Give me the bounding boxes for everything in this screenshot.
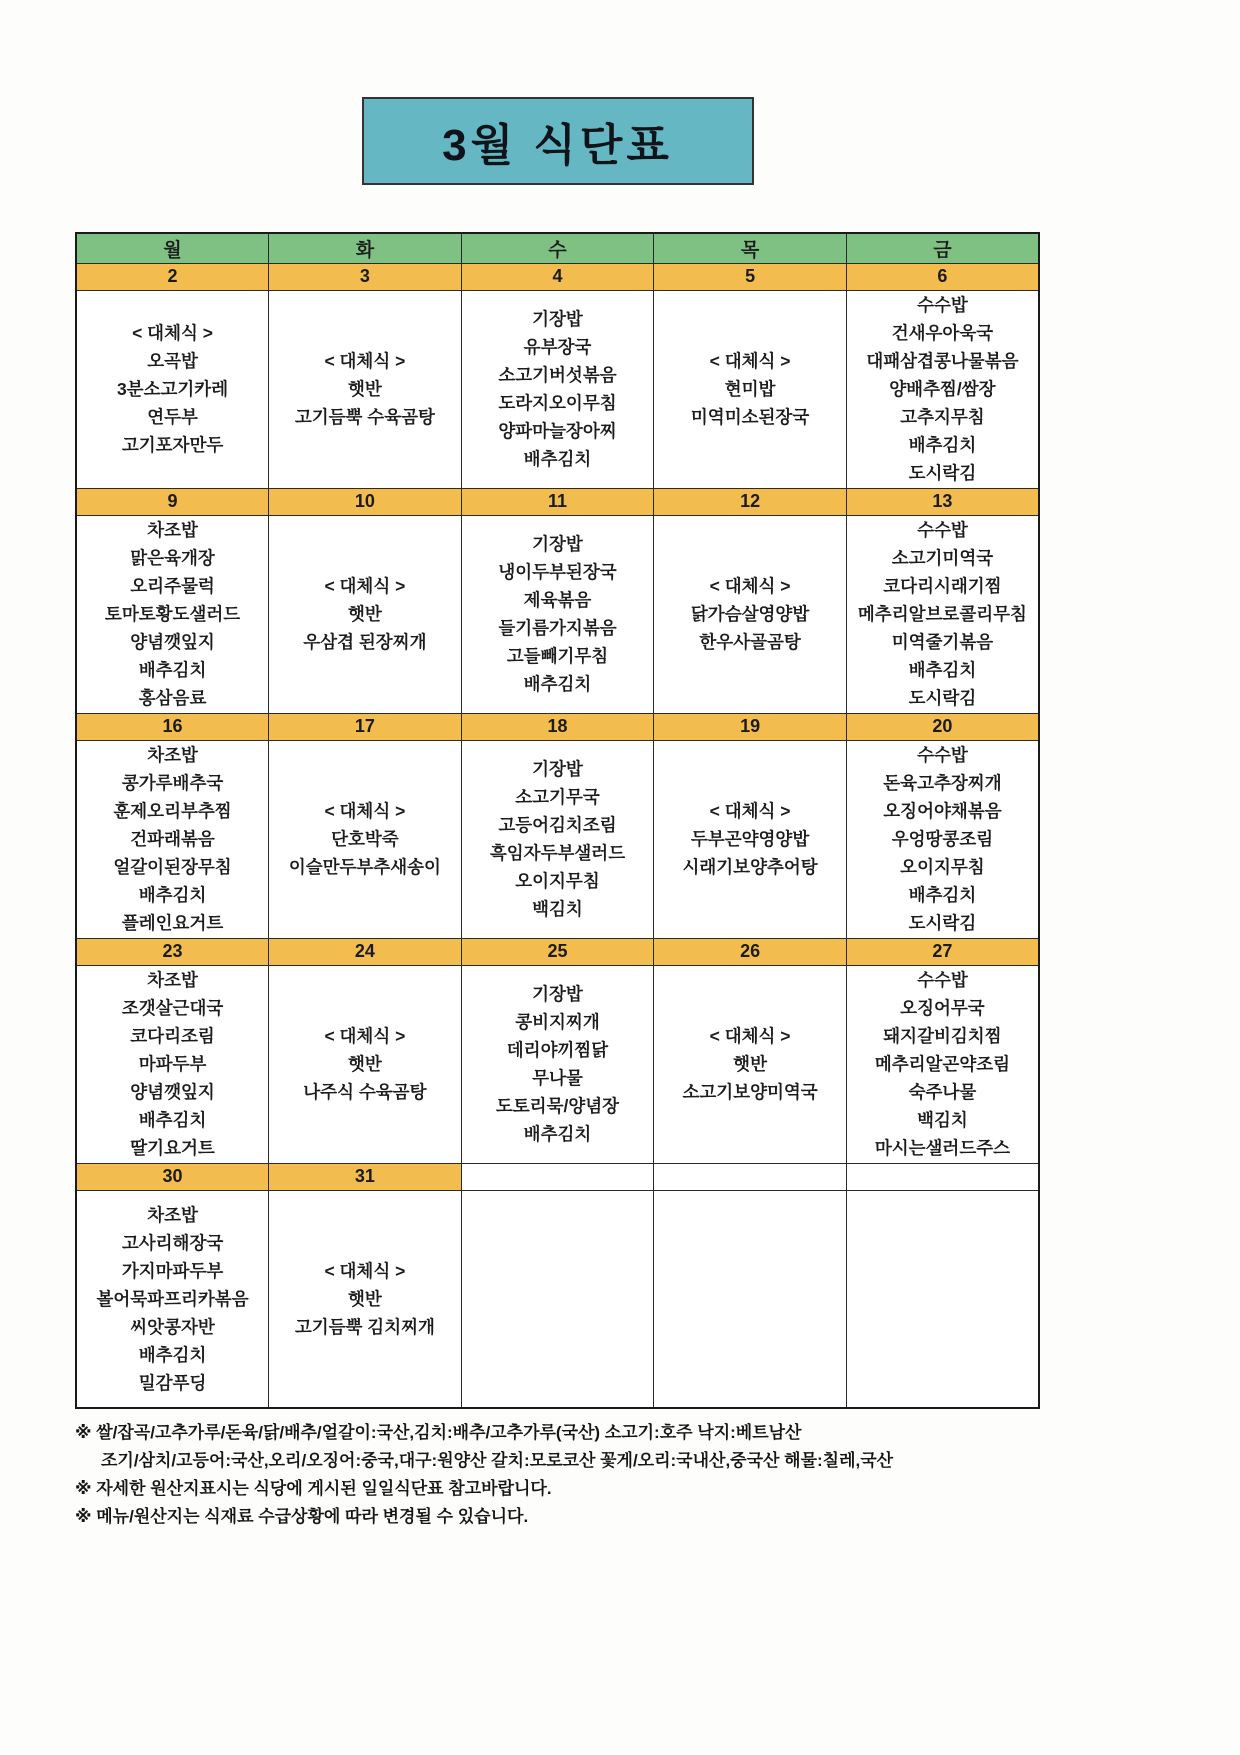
menu-cell xyxy=(269,1190,462,1408)
menu-item: 고추지무침 xyxy=(900,407,985,427)
menu-item: 숙주나물 xyxy=(908,1082,977,1102)
date-cell: 4 xyxy=(461,263,654,290)
menu-item: < 대체식 > xyxy=(324,576,406,596)
menu-item: 양념깻잎지 xyxy=(130,1082,215,1102)
menu-item: 기장밥 xyxy=(532,534,583,554)
menu-cell xyxy=(76,740,269,938)
page-title: 3월 식단표 xyxy=(442,121,673,170)
menu-item: 배추김치 xyxy=(138,1344,207,1365)
weekday-header-3: 목 xyxy=(654,233,847,263)
date-row-week-2 xyxy=(76,713,1039,740)
menu-row-week-0 xyxy=(76,290,1039,488)
menu-cell xyxy=(269,515,462,713)
menu-item: 플레인요거트 xyxy=(121,913,224,933)
date-cell: 9 xyxy=(76,488,269,515)
menu-cell xyxy=(76,515,269,713)
menu-cell xyxy=(654,1190,847,1408)
menu-item: 배추김치 xyxy=(908,885,977,905)
menu-item: 닭가슴살영양밥 xyxy=(690,604,810,624)
menu-item: < 대체식 > xyxy=(709,576,791,596)
menu-item: 우삼겹 된장찌개 xyxy=(303,632,427,652)
date-cell xyxy=(654,1163,847,1190)
menu-item: 도라지오이무침 xyxy=(498,393,617,413)
menu-cell xyxy=(846,515,1039,713)
date-cell: 16 xyxy=(76,713,269,740)
menu-item: 콩가루배추국 xyxy=(121,773,224,793)
menu-item: 소고기미역국 xyxy=(891,548,994,568)
menu-item: 수수밥 xyxy=(917,295,968,315)
menu-item: 양배추찜/쌈장 xyxy=(889,379,996,399)
menu-item: 마파두부 xyxy=(138,1054,207,1074)
calendar-body xyxy=(76,263,1039,1408)
menu-item: 이슬만두부추새송이 xyxy=(288,857,441,877)
menu-calendar-table xyxy=(75,232,1040,1409)
date-cell: 2 xyxy=(76,263,269,290)
menu-cell xyxy=(654,965,847,1163)
menu-item: < 대체식 > xyxy=(324,1026,406,1046)
weekday-header-0: 월 xyxy=(76,233,269,263)
menu-item: 수수밥 xyxy=(917,745,968,765)
weekday-header-2: 수 xyxy=(461,233,654,263)
date-row-week-4 xyxy=(76,1163,1039,1190)
menu-item: 들기름가지볶음 xyxy=(498,618,617,638)
menu-item: 기장밥 xyxy=(532,984,583,1004)
menu-item: < 대체식 > xyxy=(709,1026,791,1046)
menu-item: 고사리해장국 xyxy=(121,1232,224,1253)
date-cell: 30 xyxy=(76,1163,269,1190)
menu-item: 차조밥 xyxy=(147,1204,198,1225)
menu-item: 코다리시래기찜 xyxy=(883,576,1002,596)
footnote-line-2: ※ 자세한 원산지표시는 식당에 게시된 일일식단표 참고바랍니다. xyxy=(75,1479,552,1498)
menu-item: 돼지갈비김치찜 xyxy=(883,1026,1002,1046)
menu-item: 딸기요거트 xyxy=(130,1138,215,1158)
menu-item: 고들빼기무침 xyxy=(506,646,609,666)
menu-item: 가지마파두부 xyxy=(121,1260,224,1281)
menu-item: 양파마늘장아찌 xyxy=(498,421,617,441)
date-cell: 26 xyxy=(654,938,847,965)
menu-item: 데리야끼찜닭 xyxy=(506,1040,609,1060)
menu-item: 오징어무국 xyxy=(900,998,985,1018)
menu-item: 단호박죽 xyxy=(331,829,399,849)
date-cell: 31 xyxy=(269,1163,462,1190)
menu-item: 도시락김 xyxy=(908,688,977,708)
menu-cell xyxy=(76,1190,269,1408)
date-row-week-0 xyxy=(76,263,1039,290)
menu-cell xyxy=(269,740,462,938)
menu-item: 한우사골곰탕 xyxy=(699,632,801,652)
menu-item: < 대체식 > xyxy=(324,801,406,821)
date-cell xyxy=(461,1163,654,1190)
date-cell: 13 xyxy=(846,488,1039,515)
menu-item: 홍삼음료 xyxy=(138,688,207,708)
menu-cell xyxy=(654,740,847,938)
menu-item: 나주식 수육곰탕 xyxy=(303,1082,427,1102)
menu-cell xyxy=(461,290,654,488)
date-row-week-3 xyxy=(76,938,1039,965)
menu-item: 우엉땅콩조림 xyxy=(891,829,994,849)
menu-cell xyxy=(76,965,269,1163)
date-cell: 10 xyxy=(269,488,462,515)
menu-item: 마시는샐러드주스 xyxy=(874,1138,1011,1158)
menu-item: 코다리조림 xyxy=(130,1026,215,1046)
menu-item: 고기듬뿍 수육곰탕 xyxy=(294,407,435,427)
menu-item: 오이지무침 xyxy=(515,871,600,891)
footnote-line-0: ※ 쌀/잡곡/고추가루/돈육/닭/배추/얼갈이:국산,김치:배추/고추가루(국산) 소고기:호주 낙지:베트남산 xyxy=(75,1423,802,1442)
menu-item: 오징어야채볶음 xyxy=(883,801,1002,821)
menu-item: 오리주물럭 xyxy=(130,576,215,596)
menu-item: 오이지무침 xyxy=(900,857,985,877)
menu-row-week-4 xyxy=(76,1190,1039,1408)
date-cell xyxy=(846,1163,1039,1190)
date-cell: 18 xyxy=(461,713,654,740)
menu-item: 기장밥 xyxy=(532,309,583,329)
menu-item: 배추김치 xyxy=(908,660,977,680)
menu-item: 수수밥 xyxy=(917,970,968,990)
menu-item: 메추리알곤약조림 xyxy=(874,1054,1011,1074)
menu-item: 수수밥 xyxy=(917,520,968,540)
menu-item: 토마토황도샐러드 xyxy=(104,604,241,624)
menu-item: 고등어김치조림 xyxy=(498,815,617,835)
weekday-header-row xyxy=(76,233,1039,263)
menu-item: < 대체식 > xyxy=(324,1260,406,1281)
menu-item: 시래기보양추어탕 xyxy=(682,857,818,877)
menu-item: 훈제오리부추찜 xyxy=(113,801,232,821)
menu-item: 햇반 xyxy=(733,1054,767,1074)
weekday-header-1: 화 xyxy=(269,233,462,263)
menu-item: 현미밥 xyxy=(724,379,776,399)
menu-item: 햇반 xyxy=(347,1288,382,1309)
menu-row-week-2 xyxy=(76,740,1039,938)
menu-item: 소고기보양미역국 xyxy=(682,1082,818,1102)
menu-item: 햇반 xyxy=(347,379,382,399)
menu-item: 차조밥 xyxy=(147,970,198,990)
menu-item: 햇반 xyxy=(347,604,382,624)
menu-cell xyxy=(461,740,654,938)
menu-item: 양념깻잎지 xyxy=(130,632,215,652)
menu-item: 도시락김 xyxy=(908,463,977,483)
meal-plan-content xyxy=(75,97,1040,1531)
date-row-week-1 xyxy=(76,488,1039,515)
menu-cell xyxy=(461,965,654,1163)
menu-item: < 대체식 > xyxy=(324,351,406,371)
menu-cell xyxy=(76,290,269,488)
menu-item: 차조밥 xyxy=(147,520,198,540)
menu-item: 메추리알브로콜리무침 xyxy=(857,604,1027,624)
menu-item: 미역줄기볶음 xyxy=(891,632,994,652)
menu-cell xyxy=(654,290,847,488)
weekday-header-4: 금 xyxy=(846,233,1039,263)
menu-cell xyxy=(846,965,1039,1163)
menu-item: 미역미소된장국 xyxy=(690,407,810,427)
menu-item: 배추김치 xyxy=(138,1110,207,1130)
menu-item: 조갯살근대국 xyxy=(121,998,224,1018)
menu-item: 소고기무국 xyxy=(515,787,600,807)
menu-item: 기장밥 xyxy=(532,759,583,779)
menu-item: 고기포자만두 xyxy=(121,435,224,455)
menu-row-week-3 xyxy=(76,965,1039,1163)
menu-cell xyxy=(846,740,1039,938)
date-cell: 3 xyxy=(269,263,462,290)
menu-item: 오곡밥 xyxy=(147,351,198,371)
date-cell: 17 xyxy=(269,713,462,740)
menu-cell xyxy=(461,515,654,713)
menu-item: 건새우아욱국 xyxy=(891,323,994,343)
date-cell: 25 xyxy=(461,938,654,965)
menu-item: 흑임자두부샐러드 xyxy=(489,843,626,863)
menu-item: < 대체식 > xyxy=(709,351,791,371)
weekday-header-cells xyxy=(76,233,1039,263)
date-cell: 12 xyxy=(654,488,847,515)
date-cell: 11 xyxy=(461,488,654,515)
menu-item: 백김치 xyxy=(917,1110,968,1130)
menu-cell xyxy=(461,1190,654,1408)
menu-row-week-1 xyxy=(76,515,1039,713)
menu-item: 배추김치 xyxy=(138,885,207,905)
menu-item: 배추김치 xyxy=(908,435,977,455)
menu-item: 배추김치 xyxy=(138,660,207,680)
footnote-line-1: 조기/삼치/고등어:국산,오리/오징어:중국,대구:원양산 갈치:모로코산 꽃게/오리:국내산,중국산 해물:칠레,국산 xyxy=(101,1451,894,1470)
menu-item: 3분소고기카레 xyxy=(116,379,229,399)
menu-item: 배추김치 xyxy=(523,674,592,694)
menu-item: 두부곤약영양밥 xyxy=(690,829,810,849)
menu-item: 맑은육개장 xyxy=(130,548,215,568)
menu-item: 유부장국 xyxy=(523,337,592,357)
menu-cell xyxy=(846,290,1039,488)
menu-item: 도시락김 xyxy=(908,913,977,933)
menu-item: 제육볶음 xyxy=(523,590,592,610)
menu-item: 차조밥 xyxy=(147,745,198,765)
menu-item: < 대체식 > xyxy=(132,323,213,343)
date-cell: 23 xyxy=(76,938,269,965)
menu-item: 배추김치 xyxy=(523,449,592,469)
date-cell: 19 xyxy=(654,713,847,740)
date-cell: 6 xyxy=(846,263,1039,290)
menu-item: 무나물 xyxy=(532,1068,583,1088)
menu-item: 얼갈이된장무침 xyxy=(113,857,232,877)
menu-item: 건파래볶음 xyxy=(130,829,215,849)
date-cell: 24 xyxy=(269,938,462,965)
menu-item: 냉이두부된장국 xyxy=(498,562,617,582)
menu-item: < 대체식 > xyxy=(709,801,791,821)
menu-cell xyxy=(846,1190,1039,1408)
menu-item: 연두부 xyxy=(147,407,198,427)
menu-item: 씨앗콩자반 xyxy=(130,1316,215,1337)
menu-item: 햇반 xyxy=(347,1054,382,1074)
menu-cell xyxy=(269,290,462,488)
title-box xyxy=(362,97,754,185)
menu-item: 돈육고추장찌개 xyxy=(883,773,1002,793)
date-cell: 20 xyxy=(846,713,1039,740)
footnotes xyxy=(75,1419,1040,1531)
footnote-line-3: ※ 메뉴/원산지는 식재료 수급상황에 따라 변경될 수 있습니다. xyxy=(75,1507,529,1526)
menu-item: 도토리묵/양념장 xyxy=(495,1096,620,1116)
date-cell: 5 xyxy=(654,263,847,290)
date-cell: 27 xyxy=(846,938,1039,965)
menu-item: 콩비지찌개 xyxy=(515,1012,600,1032)
menu-item: 백김치 xyxy=(532,899,583,919)
menu-item: 소고기버섯볶음 xyxy=(498,365,617,385)
menu-item: 대패삼겹콩나물볶음 xyxy=(866,351,1019,371)
menu-item: 배추김치 xyxy=(523,1124,592,1144)
menu-cell xyxy=(269,965,462,1163)
menu-item: 밀감푸딩 xyxy=(138,1372,207,1393)
menu-cell xyxy=(654,515,847,713)
menu-item: 볼어묵파프리카볶음 xyxy=(96,1288,249,1309)
menu-item: 고기듬뿍 김치찌개 xyxy=(294,1316,435,1337)
